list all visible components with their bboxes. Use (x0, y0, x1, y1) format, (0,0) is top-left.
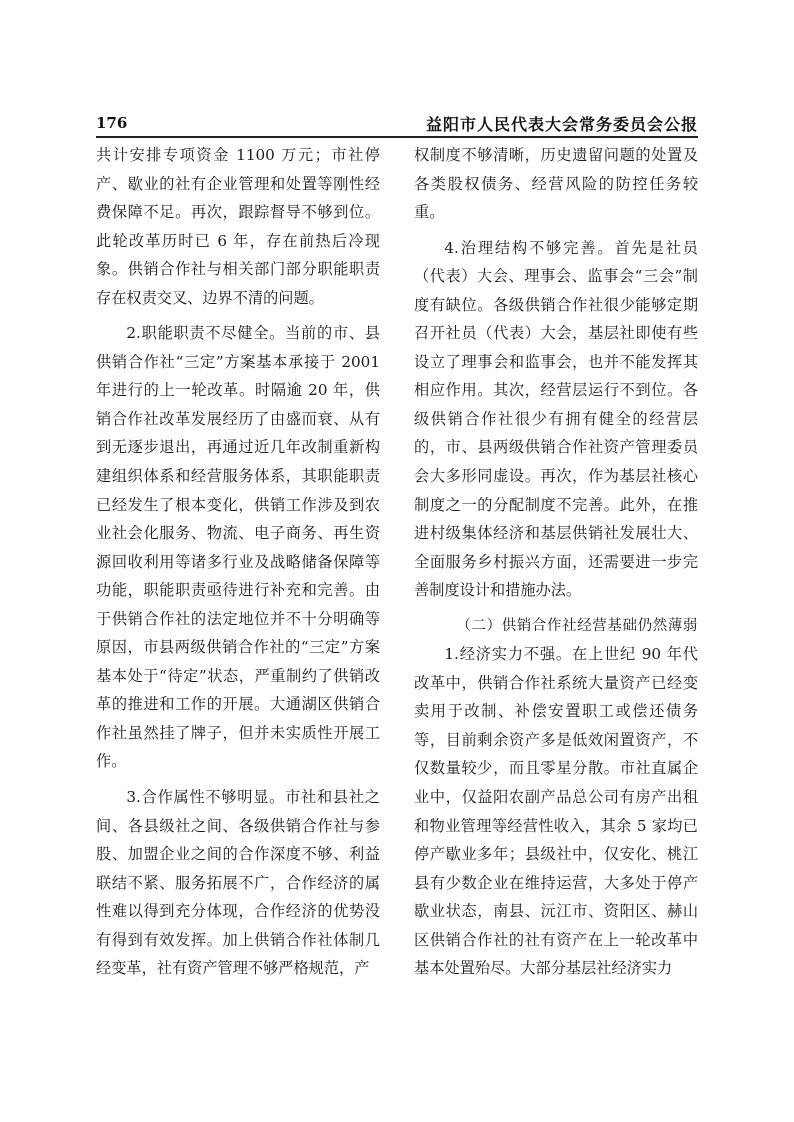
section-heading: （二）供销合作社经营基础仍然薄弱 (456, 617, 698, 634)
right-paragraph-2: 4.治理结构不够完善。首先是社员（代表）大会、理事会、监事会“三会”制度有缺位。各级供销合作社很少能够定期召开社员（代表）大会，基层社即使有些设立了理事会和监事会，也并不能发挥其相应作用。其次，经营层运行不到位。各级供销合作社很少有拥有健全的经营层的，市、县两级供销合作社资产管理委员会大多形同虚设。再次，作为基层社核心制度之一的分配制度不完善。此外，在推进村级集体经济和基层供销社发展壮大、全面服务乡村振兴方面，还需要进一步完善制度设计和措施办法。 (414, 238, 698, 600)
right-paragraph-3: 1.经济实力不强。在上世纪 90 年代改革中，供销合作社系统大量资产已经变卖用于改制、补偿安置职工或偿还债务等，目前剩余资产多是低效闲置资产，不仅数量较少，而且零星分散。市社直属企业中，仅益阳农副产品总公司有房产出租和物业管理等经营性收入，其余 5 家均已停产歇业多年；县级社中，仅安化、桃江县有少数企业在维持运营，大多处于停产歇业状态，南县、沅江市、资阳区、赫山区供销合作社的社有资产在上一轮改革中基本处置殆尽。大部分基层社经济实力 (414, 645, 698, 978)
left-paragraph-2: 2.职能职责不尽健全。当前的市、县供销合作社“三定”方案基本承接于 2001 年进行的上一轮改革。时隔逾 20 年，供销合作社改革发展经历了由盛而衰、从有到无逐步退出，再通过近几年改制重新构建组织体系和经营服务体系，其职能职责已经发生了根本变化，供销工作涉及到农业社会化服务、物流、电子商务、再生资源回收利用等诸多行业及战略储备保障等功能，职能职责亟待进行补充和完善。由于供销合作社的法定地位并不十分明确等原因，市县两级供销合作社的“三定”方案基本处于“待定”状态，严重制约了供销改革的推进和工作的开展。大通湖区供销合作社虽然挂了牌子，但并未实质性开展工作。 (96, 324, 380, 771)
left-paragraph-1: 共计安排专项资金 1100 万元；市社停产、歇业的社有企业管理和处置等刚性经费保障不足。再次，跟踪督导不够到位。此轮改革历时已 6 年，存在前热后冷现象。供销合作社与相关部门部分职能职责存在权责交叉、边界不清的问题。 (96, 146, 380, 307)
header-rule (96, 136, 698, 138)
right-paragraph-1: 权制度不够清晰，历史遗留问题的处置及各类股权债务、经营风险的防控任务较重。 (414, 146, 698, 222)
left-paragraph-3: 3.合作属性不够明显。市社和县社之间、各县级社之间、各级供销合作社与参股、加盟企业之间的合作深度不够、利益联结不紧、服务拓展不广，合作经济的属性难以得到充分体现，合作经济的优势没有得到有效发挥。加上供销合作社体制几经变革，社有资产管理不够严格规范，产 (96, 788, 380, 978)
right-column (414, 141, 698, 983)
left-column (96, 141, 380, 983)
journal-title: 益阳市人民代表大会常务委员会公报 (425, 115, 698, 134)
page-number: 176 (96, 114, 128, 132)
